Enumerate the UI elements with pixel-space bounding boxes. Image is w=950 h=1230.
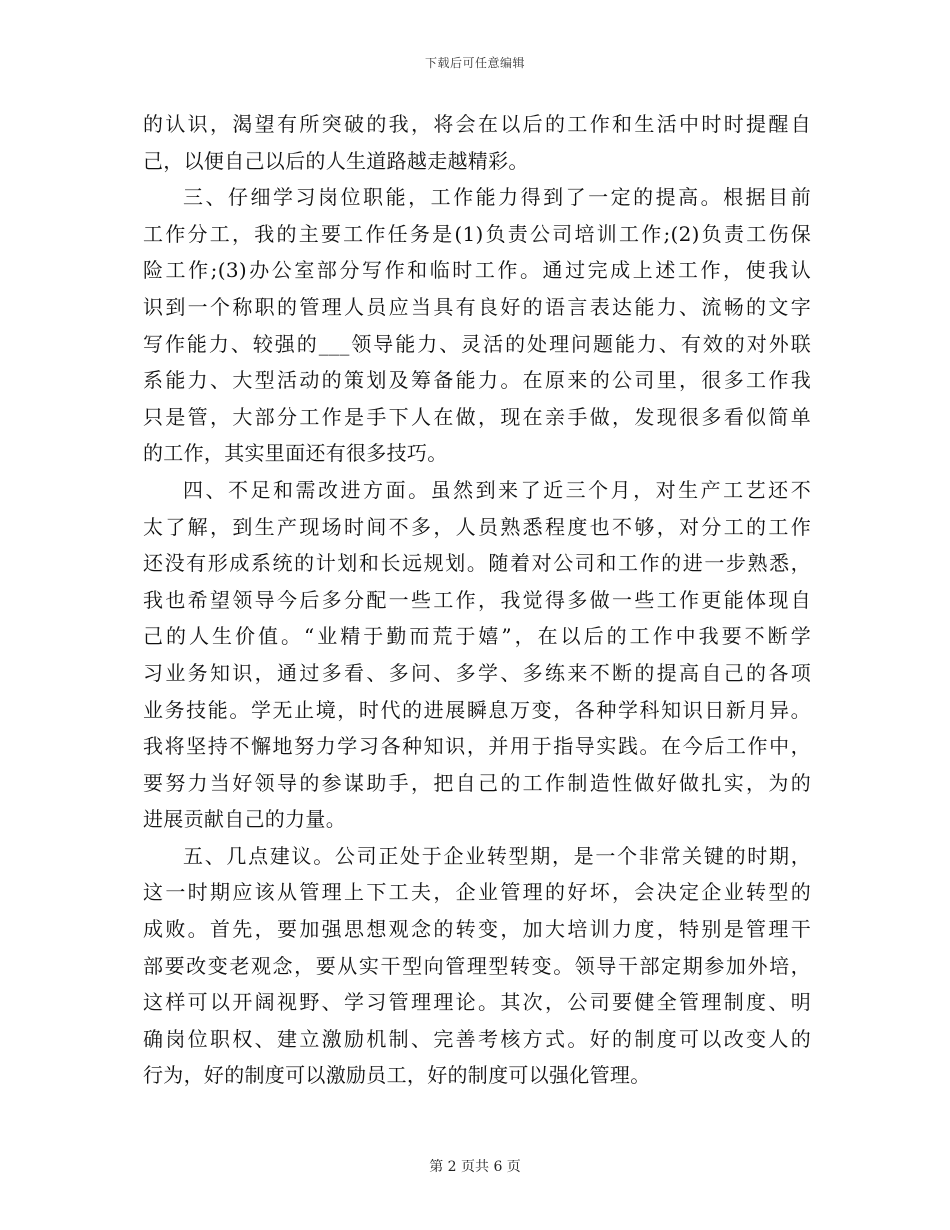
body-line-paragraph-start: 三、仔细学习岗位职能，工作能力得到了一定的提高。根据目前 xyxy=(183,185,811,210)
body-line: 要努力当好领导的参谋助手，把自己的工作制造性做好做扎实，为的 xyxy=(143,770,811,795)
document-body xyxy=(143,106,811,1094)
body-line: 行为，好的制度可以激励员工，好的制度可以强化管理。 xyxy=(143,1063,651,1088)
body-line: 只是管，大部分工作是手下人在做，现在亲手做，发现很多看似简单 xyxy=(143,404,811,429)
body-line: 识到一个称职的管理人员应当具有良好的语言表达能力、流畅的文字 xyxy=(143,294,811,319)
body-line: 我也希望领导今后多分配一些工作，我觉得多做一些工作更能体现自 xyxy=(143,587,811,612)
body-line: 进展贡献自己的力量。 xyxy=(143,807,346,832)
body-line: 成败。首先，要加强思想观念的转变，加大培训力度，特别是管理干 xyxy=(143,917,811,942)
body-line: 我将坚持不懈地努力学习各种知识，并用于指导实践。在今后工作中， xyxy=(143,734,811,759)
body-line: 这一时期应该从管理上下工夫，企业管理的好坏，会决定企业转型的 xyxy=(143,880,811,905)
body-line: 写作能力、较强的___领导能力、灵活的处理问题能力、有效的对外联 xyxy=(143,331,811,356)
body-line: 部要改变老观念，要从实干型向管理型转变。领导干部定期参加外培， xyxy=(143,953,811,978)
body-line: 还没有形成系统的计划和长远规划。随着对公司和工作的进一步熟悉， xyxy=(143,551,811,576)
body-line: 险工作;(3)办公室部分写作和临时工作。通过完成上述工作，使我认 xyxy=(143,258,811,283)
page-header-note: 下载后可任意编辑 xyxy=(424,56,525,70)
body-line: 太了解，到生产现场时间不多，人员熟悉程度也不够，对分工的工作 xyxy=(143,514,811,539)
body-line: 工作分工，我的主要工作任务是(1)负责公司培训工作;(2)负责工伤保 xyxy=(143,221,811,246)
page-footer-page-number: 第 2 页共 6 页 xyxy=(429,1159,521,1175)
body-line: 业务技能。学无止境，时代的进展瞬息万变，各种学科知识日新月异。 xyxy=(143,697,811,722)
body-line-paragraph-start: 五、几点建议。公司正处于企业转型期，是一个非常关键的时期， xyxy=(183,843,811,868)
body-line: 的工作，其实里面还有很多技巧。 xyxy=(143,441,448,466)
body-line: 己，以便自己以后的人生道路越走越精彩。 xyxy=(143,148,529,173)
body-line-paragraph-start: 四、不足和需改进方面。虽然到来了近三个月，对生产工艺还不 xyxy=(183,477,811,502)
body-line: 确岗位职权、建立激励机制、完善考核方式。好的制度可以改变人的 xyxy=(143,1026,811,1051)
body-line: 的认识，渴望有所突破的我，将会在以后的工作和生活中时时提醒自 xyxy=(143,112,811,136)
body-line: 己的人生价值。“业精于勤而荒于嬉”，在以后的工作中我要不断学 xyxy=(143,624,811,649)
body-line: 习业务知识，通过多看、多问、多学、多练来不断的提高自己的各项 xyxy=(143,660,811,685)
body-line: 系能力、大型活动的策划及筹备能力。在原来的公司里，很多工作我 xyxy=(143,368,811,393)
body-line: 这样可以开阔视野、学习管理理论。其次，公司要健全管理制度、明 xyxy=(143,990,811,1015)
